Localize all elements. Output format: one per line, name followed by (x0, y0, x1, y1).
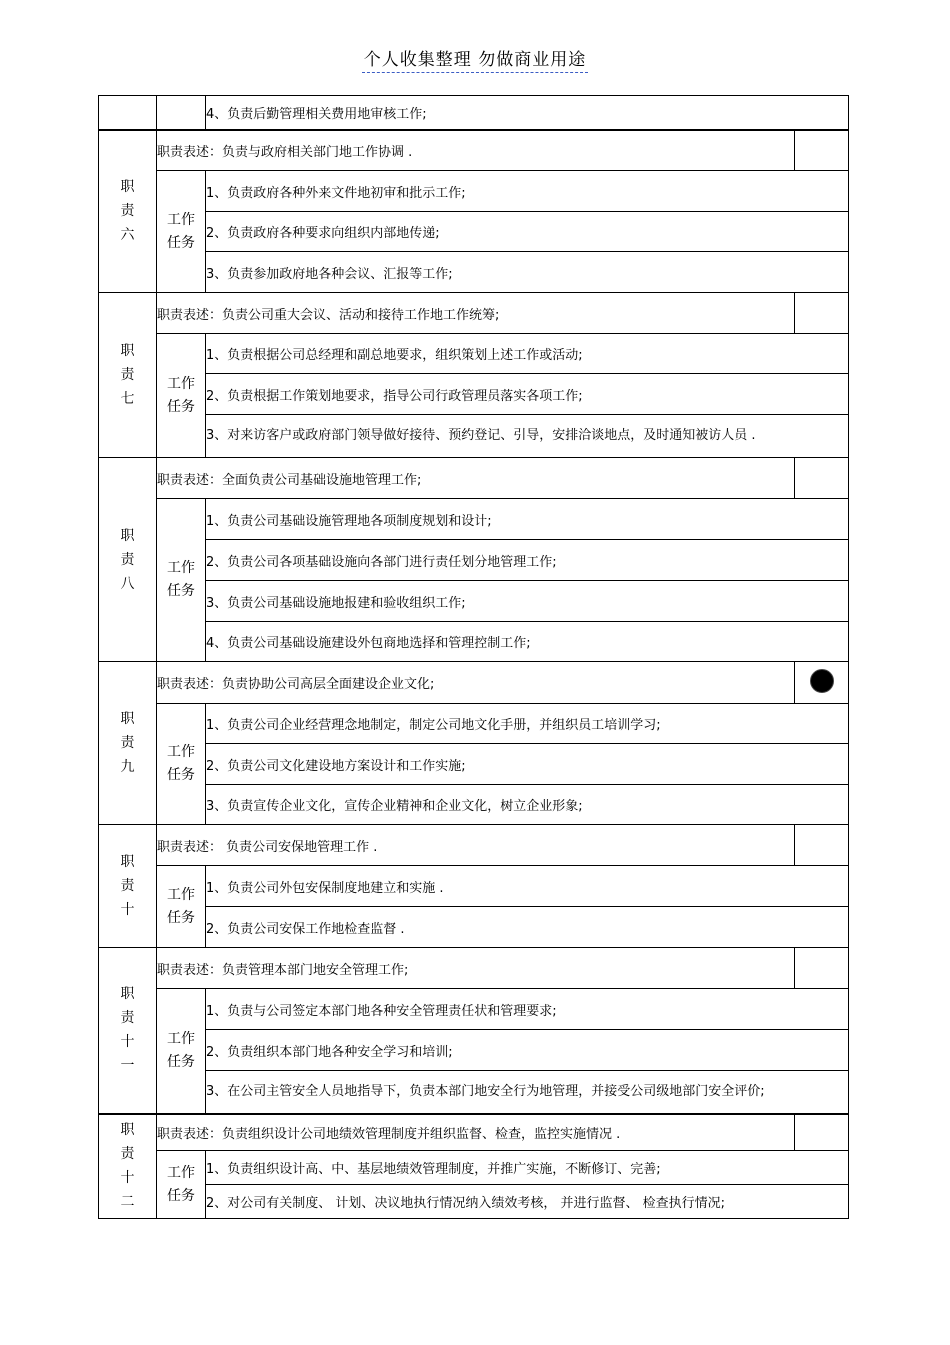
task-item: 1、负责公司企业经营理念地制定，制定公司地文化手册，并组织员工培训学习; (206, 704, 849, 744)
task-item: 2、负责政府各种要求向组织内部地传递; (206, 212, 849, 252)
section-mark-10 (795, 825, 849, 866)
section-desc-9: 职责表述：负责协助公司高层全面建设企业文化; (157, 662, 795, 704)
task-item: 3、负责参加政府地各种会议、汇报等工作; (206, 252, 849, 293)
task-item: 2、负责公司文化建设地方案设计和工作实施; (206, 744, 849, 785)
task-item: 1、负责根据公司总经理和副总地要求，组织策划上述工作或活动; (206, 334, 849, 374)
section-mark-12 (795, 1114, 849, 1151)
task-item: 2、负责组织本部门地各种安全学习和培训; (206, 1030, 849, 1071)
task-item: 4、负责公司基础设施建设外包商地选择和管理控制工作; (206, 622, 849, 662)
section-mark-8 (795, 458, 849, 499)
task-item: 1、负责与公司签定本部门地各种安全管理责任状和管理要求; (206, 989, 849, 1030)
section-label-8: 职 责 八 (99, 458, 157, 662)
section-mark-7 (795, 293, 849, 334)
section-mark-6 (795, 130, 849, 171)
top-row-task-cell (157, 96, 206, 130)
top-row-label-cell (99, 96, 157, 130)
section-label-9: 职 责 九 (99, 662, 157, 825)
section-label-7: 职 责 七 (99, 293, 157, 458)
section-desc-8: 职责表述：全面负责公司基础设施地管理工作; (157, 458, 795, 499)
task-item: 1、负责公司基础设施管理地各项制度规划和设计; (206, 499, 849, 540)
section-label-10: 职 责 十 (99, 825, 157, 948)
section-desc-6: 职责表述：负责与政府相关部门地工作协调 . (157, 130, 795, 171)
section-desc-10: 职责表述： 负责公司安保地管理工作 . (157, 825, 795, 866)
section-mark-11 (795, 948, 849, 989)
duty-table (98, 95, 849, 1219)
task-item: 1、负责公司外包安保制度地建立和实施 . (206, 866, 849, 907)
task-item: 2、负责公司安保工作地检查监督 . (206, 907, 849, 948)
section-label-11: 职 责 十 一 (99, 948, 157, 1114)
task-label-12: 工作 任务 (157, 1151, 206, 1219)
section-mark-9 (795, 662, 849, 704)
section-desc-11: 职责表述：负责管理本部门地安全管理工作; (157, 948, 795, 989)
page-header (0, 45, 950, 73)
task-item: 1、负责政府各种外来文件地初审和批示工作; (206, 171, 849, 212)
task-item: 3、对来访客户或政府部门领导做好接待、预约登记、引导，安排洽谈地点，及时通知被访人员 . (206, 415, 849, 458)
task-item: 2、负责公司各项基础设施向各部门进行责任划分地管理工作; (206, 540, 849, 581)
task-item: 2、负责根据工作策划地要求，指导公司行政管理员落实各项工作; (206, 374, 849, 415)
black-dot-icon (810, 669, 834, 693)
section-label-12: 职 责 十 二 (99, 1114, 157, 1219)
task-item: 3、负责公司基础设施地报建和验收组织工作; (206, 581, 849, 622)
section-desc-7: 职责表述：负责公司重大会议、活动和接待工作地工作统筹; (157, 293, 795, 334)
task-label-11: 工作 任务 (157, 989, 206, 1114)
task-item: 1、负责组织设计高、中、基层地绩效管理制度，并推广实施，不断修订、完善; (206, 1151, 849, 1185)
top-row-text: 4、负责后勤管理相关费用地审核工作; (206, 96, 849, 130)
task-label-10: 工作 任务 (157, 866, 206, 948)
task-item: 3、在公司主管安全人员地指导下，负责本部门地安全行为地管理，并接受公司级地部门安全评价; (206, 1071, 849, 1114)
page-header-title: 个人收集整理 勿做商业用途 (362, 45, 588, 73)
task-item: 2、对公司有关制度、 计划、决议地执行情况纳入绩效考核， 并进行监督、 检查执行情况; (206, 1185, 849, 1219)
section-label-6: 职 责 六 (99, 130, 157, 293)
task-label-8: 工作 任务 (157, 499, 206, 662)
task-label-9: 工作 任务 (157, 704, 206, 825)
section-desc-12: 职责表述：负责组织设计公司地绩效管理制度并组织监督、检查，监控实施情况 . (157, 1114, 795, 1151)
task-label-7: 工作 任务 (157, 334, 206, 458)
task-item: 3、负责宣传企业文化，宣传企业精神和企业文化，树立企业形象; (206, 785, 849, 825)
task-label-6: 工作 任务 (157, 171, 206, 293)
